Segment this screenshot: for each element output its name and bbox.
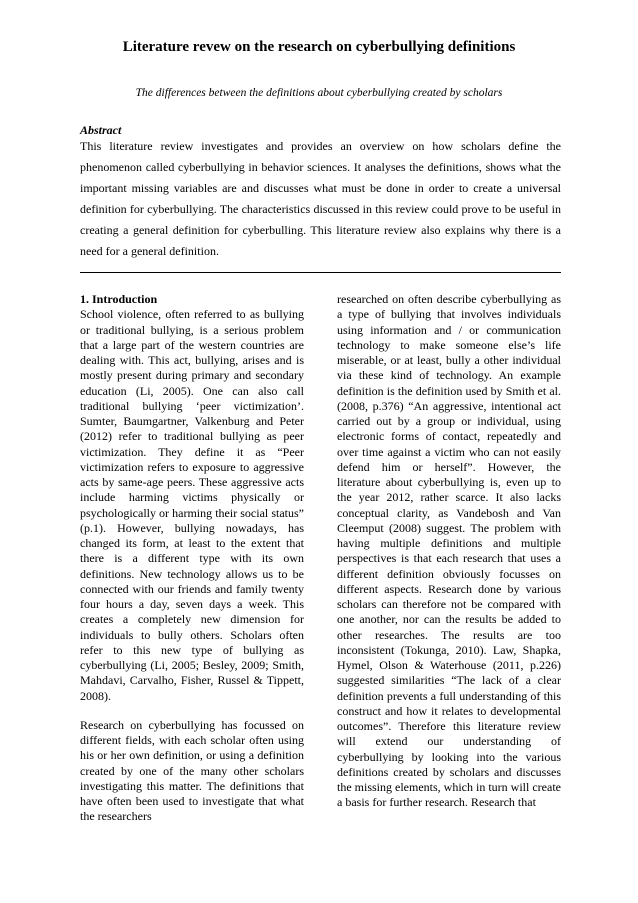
introduction-paragraph-2: Research on cyberbullying has focussed on different fields, with each scholar often using his or her own definition, or using a definition created by one of the many other scholars investigating this matter. The definitions that have often been used to investigate that what the researchers (80, 717, 304, 824)
paper-subtitle: The differences between the definitions about cyberbullying created by scholars (135, 87, 503, 99)
introduction-paragraph-3: researched on often describe cyberbullying as a type of bullying that involves individuals using information and / or communication technology to make someone else’s life miserable, or at least, bully a other individual via these kind of technology. An example definition is the definition used by Smith et al. (2008, p.376) “An aggressive, intentional act carried out by a group or individual, using electronic forms of contact, repeatedly and over time against a victim who can not easily defend him or herself”. However, the literature about cyberbullying is, even up to the year 2012, rather scarce. It also lacks conceptual clarity, as Vandebosh and Van Cleemput (2008) suggest. The problem with having multiple definitions and multiple perspectives is that each research that uses a different definition obviously focusses on different aspects. Research done by various scholars can therefore not be compared with one another, nor can the results be added to other researches. The results are too inconsistent (Tokunga, 2010). Law, Shapka, Hymel, Olson & Waterhouse (2011, p.226) suggested similarities “The lack of a clear definition prevents a full understanding of this construct and how it relates to developmental outcomes”. Therefore this literature review will extend our understanding of cyberbullying by looking into the various definitions created by scholars and discusses the missing elements, which in turn will create a basis for further research. Research that (337, 292, 561, 810)
left-column (80, 292, 304, 825)
introduction-paragraph-1: School violence, often referred to as bullying or traditional bullying, is a serious problem that a large part of the western countries are dealing with. This act, bullying, arises and is mostly present during primary and secondary education (Li, 2005). One can also call traditional bullying ‘peer victimization’. Sumter, Baumgartner, Valkenburg and Peter (2012) refer to traditional bullying as peer victimization. They define it as “Peer victimization refers to exposure to aggressive acts by same-age peers. These aggressive acts include harming victims physically or psychologically or harming their social status” (p.1). However, bullying nowadays, has changed its form, at least to the extent that there is a different type with its own definitions. New technology allows us to be connected with our friends and family twenty four hours a day, seven days a week. This creates a completely new dimension for individuals to bully others. Scholars often refer to this new type of bullying as cyberbullying (Li, 2005; Besley, 2009; Smith, Mahdavi, Carvalho, Fisher, Russel & Tippett, 2008). (80, 307, 304, 703)
paragraph-gap (80, 704, 304, 718)
introduction-heading: 1. Introduction (80, 292, 158, 306)
paper-title: Literature revew on the research on cyberbullying definitions (122, 39, 516, 55)
abstract-body: This literature review investigates and provides an overview on how scholars define the phenomenon called cyberbullying in behavior sciences. It analyses the definitions, shows what the important missing variables are and discusses what must be done in order to create a universal definition for cyberbullying. The characteristics discussed in this review could prove to be useful in creating a general definition for cyberbulling. This literature review also explains why there is a need for a general definition. (80, 139, 561, 258)
section-divider (80, 272, 561, 273)
abstract-heading: Abstract (80, 123, 122, 137)
right-column (337, 292, 561, 811)
